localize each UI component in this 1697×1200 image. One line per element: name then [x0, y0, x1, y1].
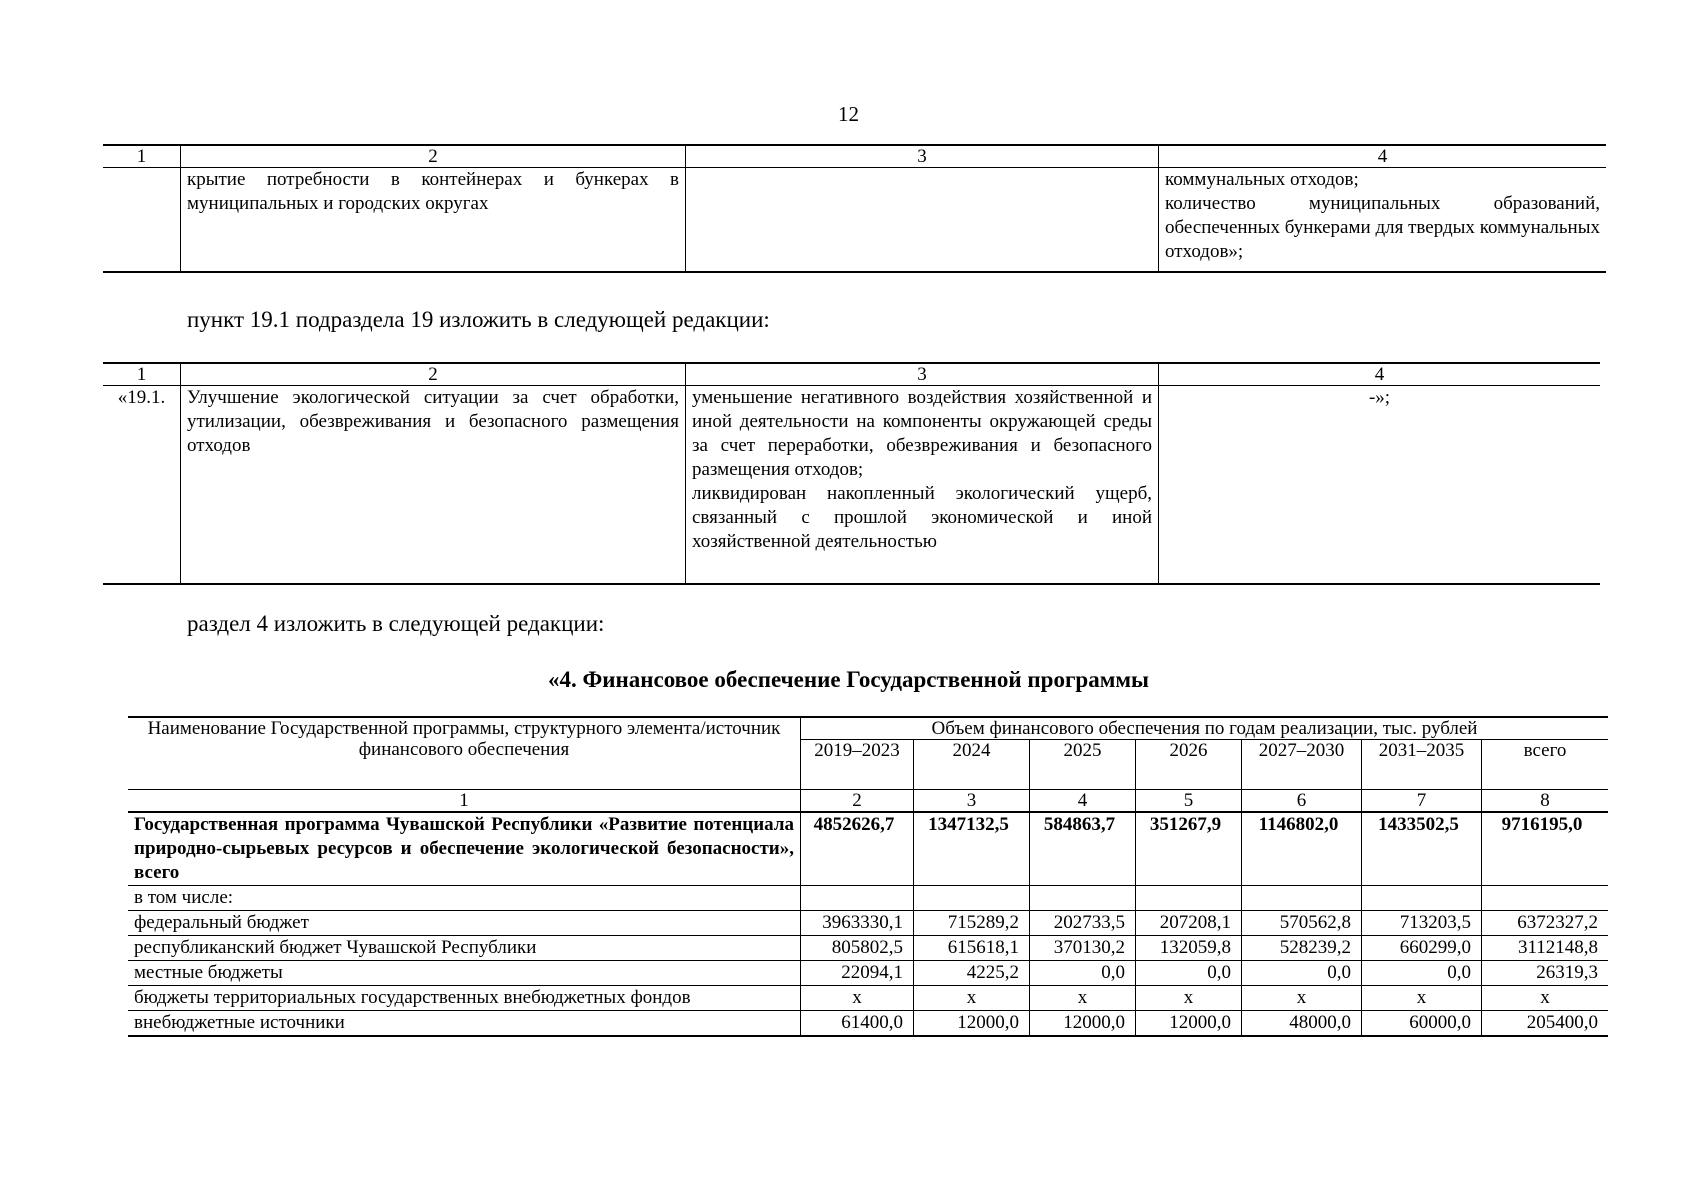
value-cell: 48000,0 [1242, 1011, 1362, 1037]
value-cell: 570562,8 [1242, 911, 1362, 936]
col-1-header: 1 [103, 363, 181, 386]
year-header: 2027–2030 [1242, 740, 1362, 790]
value-cell: х [1362, 986, 1482, 1011]
value-cell: 351267,9 [1136, 812, 1242, 886]
total-header: всего [1482, 740, 1609, 790]
value-cell: 713203,5 [1362, 911, 1482, 936]
column-numbers-row [128, 790, 1608, 813]
value-cell [914, 886, 1030, 911]
col-number: 4 [1030, 790, 1136, 813]
table-row [128, 886, 1608, 911]
result-line: уменьшение негативного воздействия хозяйственной и иной деятельности на компоненты окружающей среды за счет переработки, обезвреживания и безопасного размещения отходов; [692, 387, 1152, 480]
value-cell: х [1242, 986, 1362, 1011]
value-cell: 132059,8 [1136, 936, 1242, 961]
financing-table-body [128, 812, 1608, 1036]
col-1-header: 1 [103, 145, 181, 168]
col-3-header: 3 [686, 363, 1159, 386]
table-header-row [103, 363, 1600, 386]
value-cell [1362, 886, 1482, 911]
table-row [103, 168, 1606, 272]
value-cell: 207208,1 [1136, 911, 1242, 936]
instruction-paragraph: пункт 19.1 подраздела 19 изложить в следующей редакции: [187, 307, 770, 332]
year-header: 2026 [1136, 740, 1242, 790]
cell-indicators: -»; [1159, 386, 1601, 584]
value-cell: 22094,1 [801, 961, 914, 986]
year-header: 2031–2035 [1362, 740, 1482, 790]
value-cell [801, 886, 914, 911]
row-name: республиканский бюджет Чувашской Республики [128, 936, 801, 961]
value-cell: 12000,0 [1136, 1011, 1242, 1037]
value-cell: 3112148,8 [1482, 936, 1609, 961]
row-name: местные бюджеты [128, 961, 801, 986]
value-cell: 3963330,1 [801, 911, 914, 936]
value-cell: 61400,0 [801, 1011, 914, 1037]
cell-task: Улучшение экологической ситуации за счет обработки, утилизации, обезвреживания и безопасного размещения отходов [181, 386, 686, 584]
page-number: 12 [838, 102, 859, 126]
continuation-table [103, 144, 1606, 273]
value-cell: 1146802,0 [1242, 812, 1362, 886]
table-row [128, 986, 1608, 1011]
table-header-row [103, 145, 1606, 168]
value-cell: 6372327,2 [1482, 911, 1609, 936]
value-cell: 4225,2 [914, 961, 1030, 986]
cell-number: «19.1. [103, 386, 181, 584]
value-cell: 205400,0 [1482, 1011, 1609, 1037]
indicator-line: количество муниципальных образований, обеспеченных бункерами для твердых коммунальных отходов»; [1165, 193, 1600, 262]
table-row [128, 812, 1608, 886]
value-cell: 202733,5 [1030, 911, 1136, 936]
value-cell [1242, 886, 1362, 911]
value-cell: 12000,0 [1030, 1011, 1136, 1037]
indicator-line: коммунальных отходов; [1165, 169, 1359, 190]
table-row [128, 911, 1608, 936]
cell-number [103, 168, 181, 272]
col-3-header: 3 [686, 145, 1159, 168]
value-cell: 0,0 [1362, 961, 1482, 986]
row-name: Государственная программа Чувашской Республики «Развитие потенциала природно-сырьевых ресурсов и обеспечение экологической безопасности», всего [128, 812, 801, 886]
col-number: 5 [1136, 790, 1242, 813]
col-number: 3 [914, 790, 1030, 813]
col-number: 2 [801, 790, 914, 813]
value-cell: 0,0 [1136, 961, 1242, 986]
value-cell [1136, 886, 1242, 911]
col-number: 6 [1242, 790, 1362, 813]
row-name: федеральный бюджет [128, 911, 801, 936]
value-cell: х [1030, 986, 1136, 1011]
col-number: 8 [1482, 790, 1609, 813]
table-row [128, 1011, 1608, 1037]
value-cell: 1433502,5 [1362, 812, 1482, 886]
row-name: бюджеты территориальных государственных внебюджетных фондов [128, 986, 801, 1011]
col-number: 1 [128, 790, 801, 813]
value-cell: 12000,0 [914, 1011, 1030, 1037]
col-2-header: 2 [181, 363, 686, 386]
value-cell: 528239,2 [1242, 936, 1362, 961]
table-row [128, 961, 1608, 986]
value-cell: 26319,3 [1482, 961, 1609, 986]
value-cell: х [1482, 986, 1609, 1011]
financing-table [128, 716, 1608, 1037]
name-column-header: Наименование Государственной программы, структурного элемента/источник финансового обеспечения [128, 717, 801, 790]
result-line: ликвидирован накопленный экологический ущерб, связанный с прошлой экономической и иной хозяйственной деятельностью [692, 483, 1152, 552]
year-header: 2024 [914, 740, 1030, 790]
value-cell [1482, 886, 1609, 911]
value-cell: 584863,7 [1030, 812, 1136, 886]
value-cell: х [801, 986, 914, 1011]
value-cell: 9716195,0 [1482, 812, 1609, 886]
value-cell: х [914, 986, 1030, 1011]
instruction-paragraph: раздел 4 изложить в следующей редакции: [187, 611, 605, 636]
row-name: внебюджетные источники [128, 1011, 801, 1037]
row-name: в том числе: [128, 886, 801, 911]
table-row [128, 936, 1608, 961]
value-cell: 0,0 [1030, 961, 1136, 986]
col-2-header: 2 [181, 145, 686, 168]
value-cell: 60000,0 [1362, 1011, 1482, 1037]
cell-task: крытие потребности в контейнерах и бункерах в муниципальных и городских округах [181, 168, 686, 272]
col-number: 7 [1362, 790, 1482, 813]
col-4-header: 4 [1159, 363, 1601, 386]
value-cell: 715289,2 [914, 911, 1030, 936]
volume-header: Объем финансового обеспечения по годам реализации, тыс. рублей [801, 717, 1609, 740]
value-cell: 370130,2 [1030, 936, 1136, 961]
value-cell: 660299,0 [1362, 936, 1482, 961]
table-header-row [128, 717, 1608, 740]
col-4-header: 4 [1159, 145, 1607, 168]
value-cell: 1347132,5 [914, 812, 1030, 886]
value-cell [1030, 886, 1136, 911]
value-cell: 0,0 [1242, 961, 1362, 986]
section-heading: «4. Финансовое обеспечение Государственной программы [548, 667, 1149, 692]
year-header: 2019–2023 [801, 740, 914, 790]
table-row [103, 386, 1600, 584]
cell-result [686, 168, 1159, 272]
item-19-1-table [103, 362, 1600, 585]
value-cell: 4852626,7 [801, 812, 914, 886]
cell-indicators [1159, 168, 1607, 272]
value-cell: 615618,1 [914, 936, 1030, 961]
value-cell: 805802,5 [801, 936, 914, 961]
year-header: 2025 [1030, 740, 1136, 790]
cell-result [686, 386, 1159, 584]
value-cell: х [1136, 986, 1242, 1011]
